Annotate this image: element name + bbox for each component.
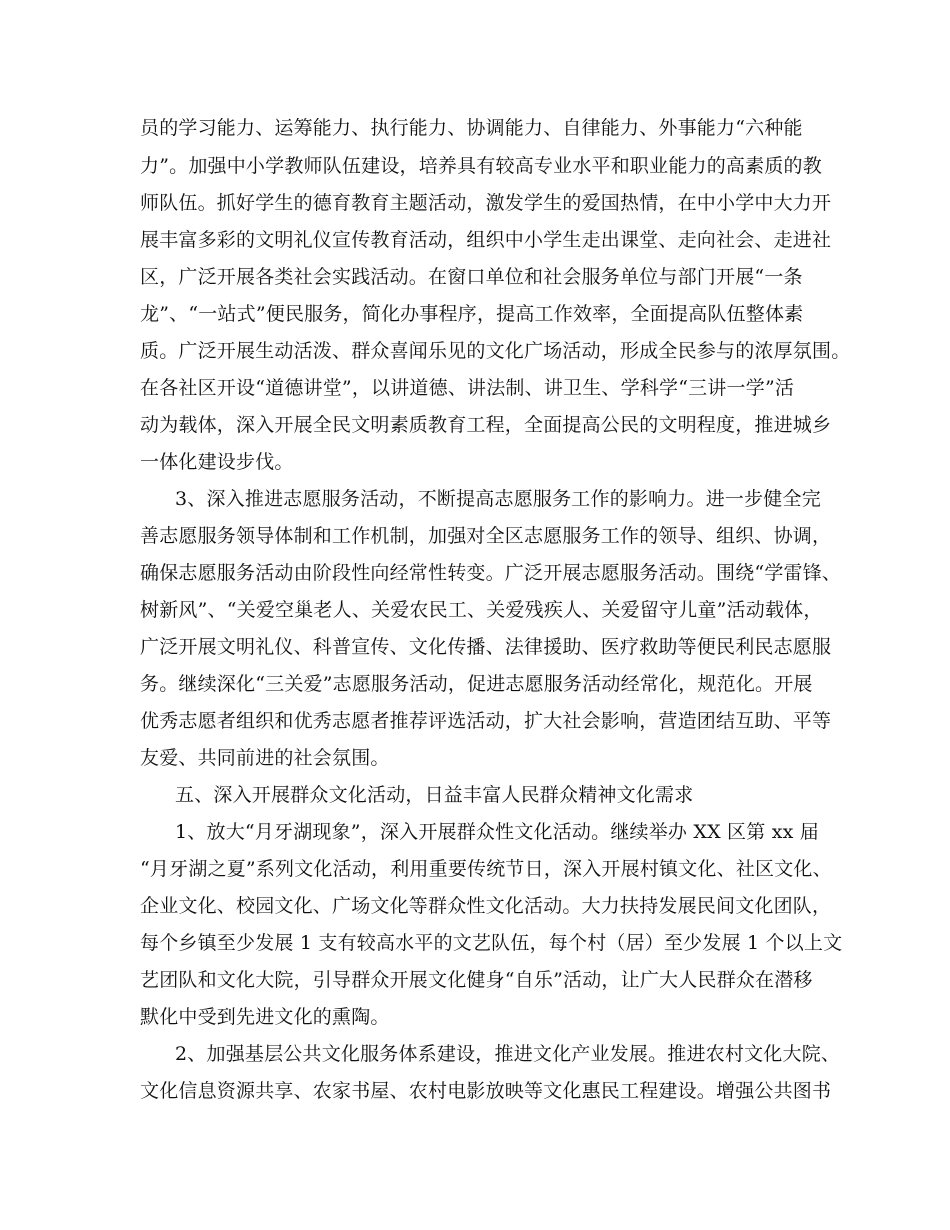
text-line: 动为载体，深入开展全民文明素质教育工程，全面提高公民的文明程度，推进城乡 xyxy=(140,414,832,436)
text-line: 1、放大“月牙湖现象”，深入开展群众性文化活动。继续举办 XX 区第 xx 届 xyxy=(175,821,819,843)
section-heading: 五、深入开展群众文化活动，日益丰富人民群众精神文化需求 xyxy=(175,784,694,806)
text-line: “月牙湖之夏”系列文化活动，利用重要传统节日，深入开展村镇文化、社区文化、 xyxy=(140,858,832,880)
text-line: 师队伍。抓好学生的德育教育主题活动，激发学生的爱国热情，在中小学中大力开 xyxy=(140,192,832,214)
text-line: 广泛开展文明礼仪、科普宣传、文化传播、法律援助、医疗救助等便民利民志愿服 xyxy=(140,636,832,658)
text-line: 质。广泛开展生动活泼、群众喜闻乐见的文化广场活动，形成全民参与的浓厚氛围。 xyxy=(140,340,851,362)
text-line: 树新风”、“关爱空巢老人、关爱农民工、关爱残疾人、关爱留守儿童”活动载体， xyxy=(140,599,823,621)
text-line: 在各社区开设“道德讲堂”，以讲道德、讲法制、讲卫生、学科学“三讲一学”活 xyxy=(140,377,795,399)
text-line: 力”。加强中小学教师队伍建设，培养具有较高专业水平和职业能力的高素质的教 xyxy=(140,155,822,177)
text-line: 确保志愿服务活动由阶段性向经常性转变。广泛开展志愿服务活动。围绕“学雷锋、 xyxy=(140,562,842,584)
text-line: 3、深入推进志愿服务活动，不断提高志愿服务工作的影响力。进一步健全完 xyxy=(175,488,821,510)
text-line: 企业文化、校园文化、广场文化等群众性文化活动。大力扶持发展民间文化团队， xyxy=(140,895,832,917)
text-line: 友爱、共同前进的社会氛围。 xyxy=(140,747,390,769)
text-line: 展丰富多彩的文明礼仪宣传教育活动，组织中小学生走出课堂、走向社会、走进社 xyxy=(140,229,832,251)
text-line: 优秀志愿者组织和优秀志愿者推荐评选活动，扩大社会影响，营造团结互助、平等 xyxy=(140,710,832,732)
text-line: 2、加强基层公共文化服务体系建设，推进文化产业发展。推进农村文化大院、 xyxy=(175,1043,841,1065)
text-line: 文化信息资源共享、农家书屋、农村电影放映等文化惠民工程建设。增强公共图书 xyxy=(140,1080,832,1102)
text-line: 每个乡镇至少发展 1 支有较高水平的文艺队伍，每个村（居）至少发展 1 个以上文 xyxy=(140,932,843,954)
text-line: 一体化建设步伐。 xyxy=(140,451,294,473)
text-line: 默化中受到先进文化的熏陶。 xyxy=(140,1006,390,1028)
text-line: 龙”、“一站式”便民服务，简化办事程序，提高工作效率，全面提高队伍整体素 xyxy=(140,303,804,325)
text-line: 善志愿服务领导体制和工作机制，加强对全区志愿服务工作的领导、组织、协调， xyxy=(140,525,832,547)
text-line: 艺团队和文化大院，引导群众开展文化健身“自乐”活动，让广大人民群众在潜移 xyxy=(140,969,813,991)
text-line: 员的学习能力、运筹能力、执行能力、协调能力、自律能力、外事能力“六种能 xyxy=(140,117,803,139)
text-line: 区，广泛开展各类社会实践活动。在窗口单位和社会服务单位与部门开展“一条 xyxy=(140,266,803,288)
text-line: 务。继续深化“三关爱”志愿服务活动，促进志愿服务活动经常化，规范化。开展 xyxy=(140,673,813,695)
